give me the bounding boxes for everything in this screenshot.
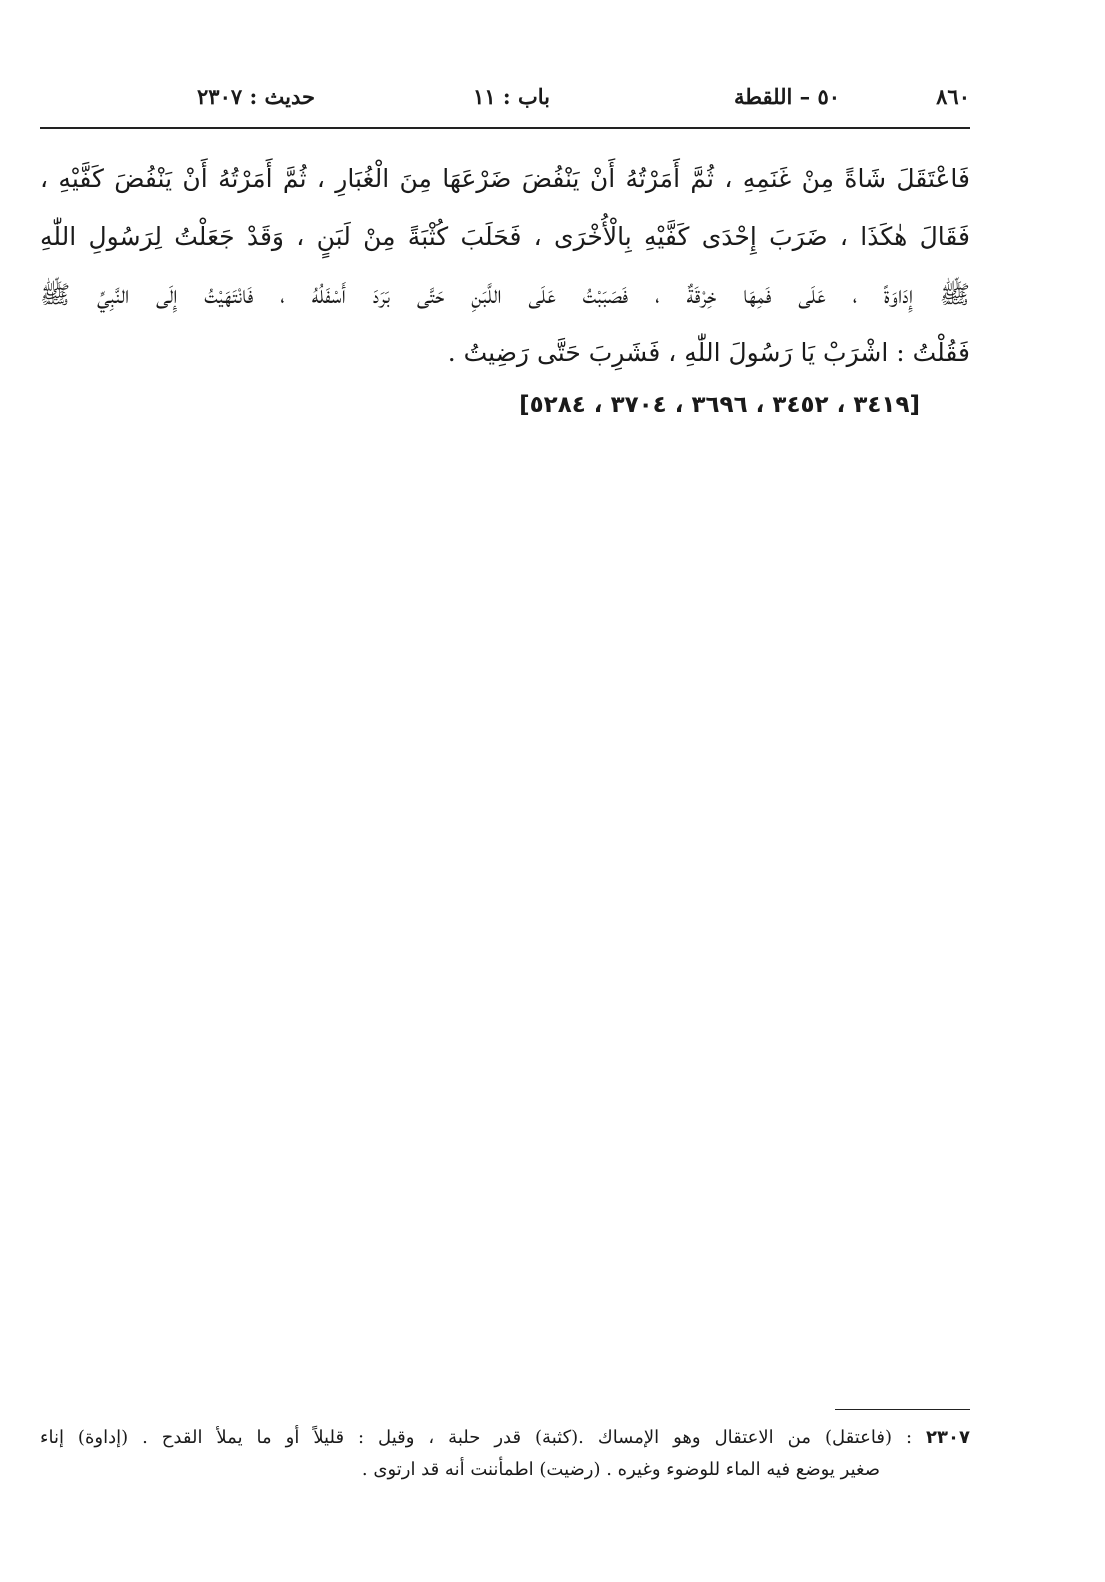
page-number: ٨٦٠ [936, 84, 970, 109]
footnote-divider [835, 1409, 970, 1410]
hadith-line: فَقَالَ هٰكَذَا ، ضَرَبَ إِحْدَى كَفَّيْهِ بِالْأُخْرَى ، فَحَلَبَ كُثْبَةً مِنْ لَبَنٍ ، وَقَدْ جَعَلْتُ لِرَسُولِ اللّٰهِ [40, 222, 970, 251]
footnote [40, 1422, 970, 1486]
running-header [40, 80, 970, 116]
bab-label: باب : ١١ [473, 84, 550, 109]
footnote-number: ٢٣٠٧ [926, 1427, 970, 1448]
chapter-title: ٥٠ – اللقطة [734, 84, 840, 109]
hadith-line: فَقُلْتُ : اشْرَبْ يَا رَسُولَ اللّٰهِ ، فَشَرِبَ حَتَّى رَضِيتُ . [447, 338, 970, 367]
cross-references: [٣٤١٩ ، ٣٤٥٢ ، ٣٦٩٦ ، ٣٧٠٤ ، ٥٢٨٤] [519, 392, 920, 418]
hadith-line: ﷺ إِدَاوَةً ، عَلَى فَمِهَا خِرْقَةٌ ، فَصَبَبْتُ عَلَى اللَّبَنِ حَتَّى بَرَدَ أَسْفَلُهُ ، فَانْتَهَيْتُ إِلَى النَّبِيِّ ﷺ [40, 280, 970, 309]
header-divider [40, 127, 970, 129]
footnote-text: : (فاعتقل) من الاعتقال وهو الإمساك .(كثبة) قدر حلبة ، وقيل : قليلاً أو ما يملأ القدح . (إداوة) إناء [40, 1427, 913, 1448]
hadith-text [40, 150, 970, 382]
hadith-line: فَاعْتَقَلَ شَاةً مِنْ غَنَمِهِ ، ثُمَّ أَمَرْتُهُ أَنْ يَنْفُضَ ضَرْعَهَا مِنَ الْغُبَارِ ، ثُمَّ أَمَرْتُهُ أَنْ يَنْفُضَ كَفَّيْهِ ، [40, 164, 970, 193]
footnote-line [40, 1422, 970, 1454]
hadith-number: حديث : ٢٣٠٧ [197, 84, 315, 109]
footnote-line: صغير يوضع فيه الماء للوضوء وغيره . (رضيت) اطمأننت أنه قد ارتوى . [361, 1459, 880, 1480]
